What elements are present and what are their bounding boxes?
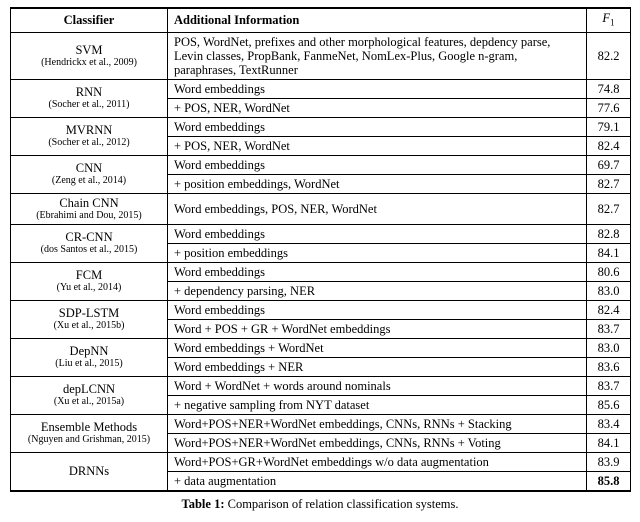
header-classifier: Classifier bbox=[11, 8, 168, 32]
info-cell: Word embeddings + WordNet bbox=[168, 338, 587, 357]
f1-cell: 83.7 bbox=[587, 376, 631, 395]
info-cell: Word+POS+GR+WordNet embeddings w/o data augmentation bbox=[168, 452, 587, 471]
info-cell: Word+POS+NER+WordNet embeddings, CNNs, RNNs + Voting bbox=[168, 433, 587, 452]
classifier-name: CNN bbox=[75, 161, 103, 175]
info-cell: Word embeddings bbox=[168, 79, 587, 98]
classifier-cell bbox=[11, 262, 168, 300]
f1-cell: 82.8 bbox=[587, 224, 631, 243]
classifier-name: SVM bbox=[75, 42, 103, 57]
classifier-citation: (Liu et al., 2015) bbox=[55, 358, 123, 369]
f1-cell: 83.4 bbox=[587, 414, 631, 433]
classifier-citation: (Yu et al., 2014) bbox=[56, 282, 122, 293]
f1-cell: 79.1 bbox=[587, 117, 631, 136]
header-f1 bbox=[587, 8, 631, 32]
classifier-cell bbox=[11, 414, 168, 452]
f1-symbol: F bbox=[602, 11, 611, 25]
info-cell: + POS, NER, WordNet bbox=[168, 98, 587, 117]
info-cell: Word + WordNet + words around nominals bbox=[168, 376, 587, 395]
classifier-citation: (Xu et al., 2015a) bbox=[53, 396, 125, 407]
classifier-citation: (Ebrahimi and Dou, 2015) bbox=[36, 209, 142, 221]
f1-cell: 82.7 bbox=[587, 174, 631, 193]
header-row bbox=[11, 8, 631, 32]
classifier-citation: (Xu et al., 2015b) bbox=[53, 320, 125, 331]
table-row bbox=[11, 224, 631, 243]
classifier-name: depLCNN bbox=[62, 382, 116, 396]
classifier-cell bbox=[11, 224, 168, 262]
f1-cell: 82.4 bbox=[587, 300, 631, 319]
info-cell: + position embeddings, WordNet bbox=[168, 174, 587, 193]
f1-cell: 82.7 bbox=[587, 193, 631, 224]
f1-cell: 85.8 bbox=[587, 471, 631, 491]
header-info: Additional Information bbox=[168, 8, 587, 32]
table-row bbox=[11, 300, 631, 319]
f1-cell: 80.6 bbox=[587, 262, 631, 281]
f1-cell: 84.1 bbox=[587, 433, 631, 452]
f1-cell: 83.0 bbox=[587, 281, 631, 300]
classifier-citation: (dos Santos et al., 2015) bbox=[40, 244, 138, 255]
classifier-cell bbox=[11, 79, 168, 117]
classifier-name: DepNN bbox=[69, 344, 109, 358]
f1-cell: 82.4 bbox=[587, 136, 631, 155]
info-cell: Word embeddings bbox=[168, 155, 587, 174]
f1-cell: 77.6 bbox=[587, 98, 631, 117]
caption-text: Comparison of relation classification systems. bbox=[227, 496, 459, 511]
results-table bbox=[10, 7, 631, 492]
classifier-name: RNN bbox=[75, 85, 103, 99]
classifier-cell bbox=[11, 338, 168, 376]
classifier-citation: (Socher et al., 2011) bbox=[48, 99, 130, 110]
table-row bbox=[11, 32, 631, 79]
f1-cell: 84.1 bbox=[587, 243, 631, 262]
classifier-name: Chain CNN bbox=[59, 195, 119, 210]
f1-cell: 74.8 bbox=[587, 79, 631, 98]
f1-cell: 82.2 bbox=[587, 32, 631, 79]
table-row bbox=[11, 79, 631, 98]
classifier-name: Ensemble Methods bbox=[40, 420, 138, 434]
classifier-name: SDP-LSTM bbox=[58, 306, 120, 320]
f1-cell: 69.7 bbox=[587, 155, 631, 174]
f1-cell: 83.6 bbox=[587, 357, 631, 376]
caption-label: Table 1: bbox=[181, 496, 225, 511]
table-row bbox=[11, 193, 631, 224]
f1-cell: 85.6 bbox=[587, 395, 631, 414]
classifier-citation: (Nguyen and Grishman, 2015) bbox=[27, 434, 151, 445]
classifier-citation: (Socher et al., 2012) bbox=[48, 137, 130, 148]
table-caption bbox=[10, 497, 630, 512]
info-cell: Word embeddings, POS, NER, WordNet bbox=[168, 193, 587, 224]
info-cell: POS, WordNet, prefixes and other morphological features, depdency parse, Levin classes, PropBank, FanmeNet, NomLex-Plus, Google n-gram, paraphrases, TextRunner bbox=[168, 32, 587, 79]
info-cell: Word+POS+NER+WordNet embeddings, CNNs, RNNs + Stacking bbox=[168, 414, 587, 433]
info-cell: + dependency parsing, NER bbox=[168, 281, 587, 300]
classifier-name: MVRNN bbox=[65, 123, 113, 137]
info-cell: Word embeddings bbox=[168, 117, 587, 136]
classifier-name: DRNNs bbox=[68, 464, 110, 478]
info-cell: Word embeddings bbox=[168, 224, 587, 243]
table-row bbox=[11, 117, 631, 136]
table-row bbox=[11, 262, 631, 281]
f1-cell: 83.0 bbox=[587, 338, 631, 357]
classifier-cell bbox=[11, 193, 168, 224]
table-row bbox=[11, 376, 631, 395]
info-cell: + POS, NER, WordNet bbox=[168, 136, 587, 155]
classifier-cell bbox=[11, 117, 168, 155]
info-cell: Word embeddings bbox=[168, 262, 587, 281]
info-cell: Word + POS + GR + WordNet embeddings bbox=[168, 319, 587, 338]
classifier-cell bbox=[11, 452, 168, 491]
f1-cell: 83.7 bbox=[587, 319, 631, 338]
f1-cell: 83.9 bbox=[587, 452, 631, 471]
classifier-cell bbox=[11, 32, 168, 79]
info-cell: + negative sampling from NYT dataset bbox=[168, 395, 587, 414]
classifier-name: CR-CNN bbox=[65, 230, 113, 244]
classifier-cell bbox=[11, 376, 168, 414]
classifier-cell bbox=[11, 300, 168, 338]
classifier-citation: (Hendrickx et al., 2009) bbox=[41, 56, 137, 68]
info-cell: Word embeddings + NER bbox=[168, 357, 587, 376]
info-cell: + data augmentation bbox=[168, 471, 587, 491]
classifier-citation: (Zeng et al., 2014) bbox=[51, 175, 127, 186]
classifier-name: FCM bbox=[75, 268, 103, 282]
table-row bbox=[11, 452, 631, 471]
table-row bbox=[11, 155, 631, 174]
info-cell: Word embeddings bbox=[168, 300, 587, 319]
info-cell: + position embeddings bbox=[168, 243, 587, 262]
table-row bbox=[11, 414, 631, 433]
f1-subscript: 1 bbox=[610, 17, 615, 28]
table-row bbox=[11, 338, 631, 357]
classifier-cell bbox=[11, 155, 168, 193]
